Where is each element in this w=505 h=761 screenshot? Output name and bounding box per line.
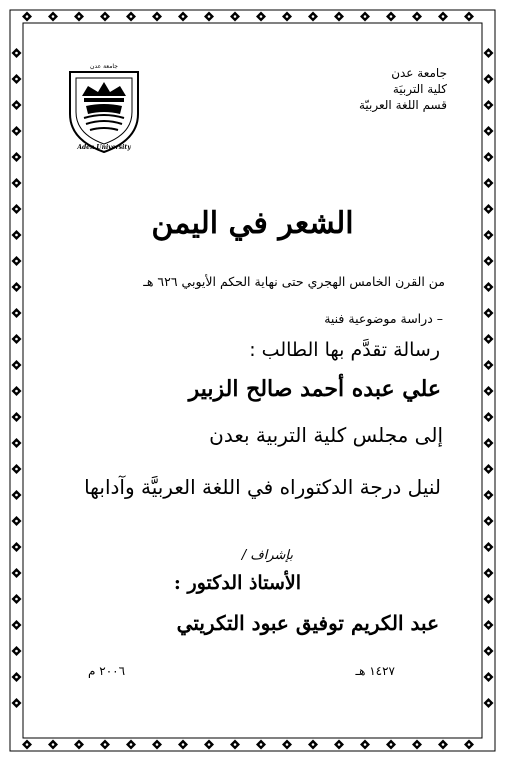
- logo-top-text: جامعة عدن: [90, 63, 118, 70]
- aden-university-emblem-icon: [62, 62, 146, 154]
- thesis-subtitle-line2: – دراسة موضوعية فنية: [324, 311, 443, 326]
- gregorian-date: ٢٠٠٦ م: [88, 664, 126, 678]
- degree-statement: لنيل درجة الدكتوراه في اللغة العربيَّة وآدابها: [84, 475, 441, 499]
- department-name: قسم اللغة العربيّة: [358, 98, 447, 112]
- presented-by-label: رسالة تقدَّم بها الطالب :: [249, 339, 440, 361]
- thesis-subtitle-line1: من القرن الخامس الهجري حتى نهاية الحكم الأيوبي ٦٢٦ هـ: [143, 274, 445, 289]
- supervision-label: بإشراف /: [241, 548, 293, 563]
- student-name: علي عبده أحمد صالح الزبير: [188, 376, 441, 402]
- university-name: جامعة عدن: [391, 66, 447, 80]
- thesis-title: الشعر في اليمن: [151, 206, 354, 241]
- supervisor-name: عبد الكريم توفيق عبود التكريتي: [176, 611, 439, 635]
- logo-bottom-text: Aden University: [77, 144, 131, 151]
- hijri-date: ١٤٢٧ هـ: [355, 664, 395, 678]
- submitted-to: إلى مجلس كلية التربية بعدن: [209, 423, 443, 447]
- college-name: كلية التربيَة: [392, 82, 447, 96]
- supervisor-title: الأستاذ الدكتور :: [173, 572, 301, 594]
